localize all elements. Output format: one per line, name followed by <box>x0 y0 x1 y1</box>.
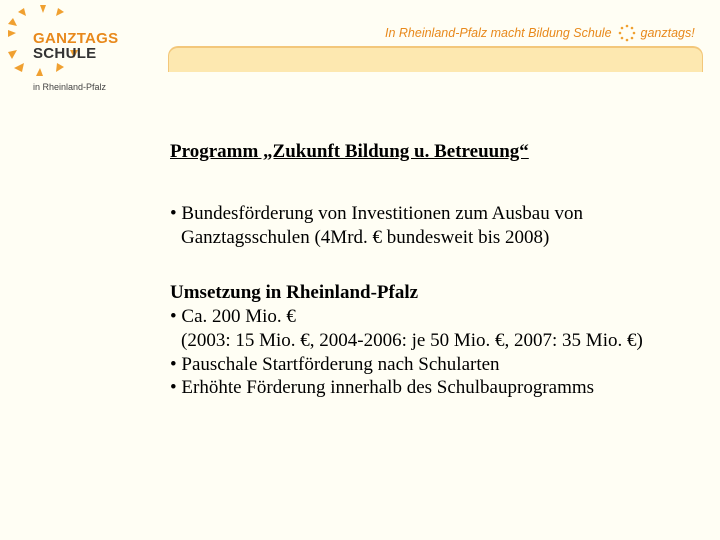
bullet-text: • Ca. 200 Mio. € <box>170 306 296 327</box>
header-band <box>168 46 703 72</box>
slide-title: Programm „Zukunft Bildung u. Betreuung“ <box>170 141 529 162</box>
bullet-bundesfoerderung <box>170 202 715 250</box>
tagline-ganztags: ganztags! <box>640 26 695 40</box>
bullet-text-continued: Ganztagsschulen (4Mrd. € bundesweit bis 2008) <box>181 226 550 248</box>
header-tagline <box>385 24 695 42</box>
slide-content <box>170 140 715 400</box>
logo-text-schule: SCHULE <box>33 45 97 62</box>
logo-text-ganztags: GANZTAGS <box>33 30 119 47</box>
bullet-text: • Erhöhte Förderung innerhalb des Schulbauprogramms <box>170 377 595 399</box>
tagline-text: In Rheinland-Pfalz macht Bildung Schule <box>385 26 612 40</box>
bullet-text: • Bundesförderung von Investitionen zum Ausbau von <box>170 202 583 224</box>
logo-region-text: in Rheinland-Pfalz <box>33 82 107 92</box>
ganztagsschule-logo <box>0 0 140 100</box>
section-heading: Umsetzung in Rheinland-Pfalz <box>170 282 419 304</box>
bullet-text-continued: (2003: 15 Mio. €, 2004-2006: je 50 Mio. €, 2007: 35 Mio. €) <box>181 329 643 351</box>
bullet-text: • Pauschale Startförderung nach Schularten <box>170 353 500 375</box>
bullet-list <box>170 305 715 400</box>
sparkle-icon <box>618 24 636 42</box>
